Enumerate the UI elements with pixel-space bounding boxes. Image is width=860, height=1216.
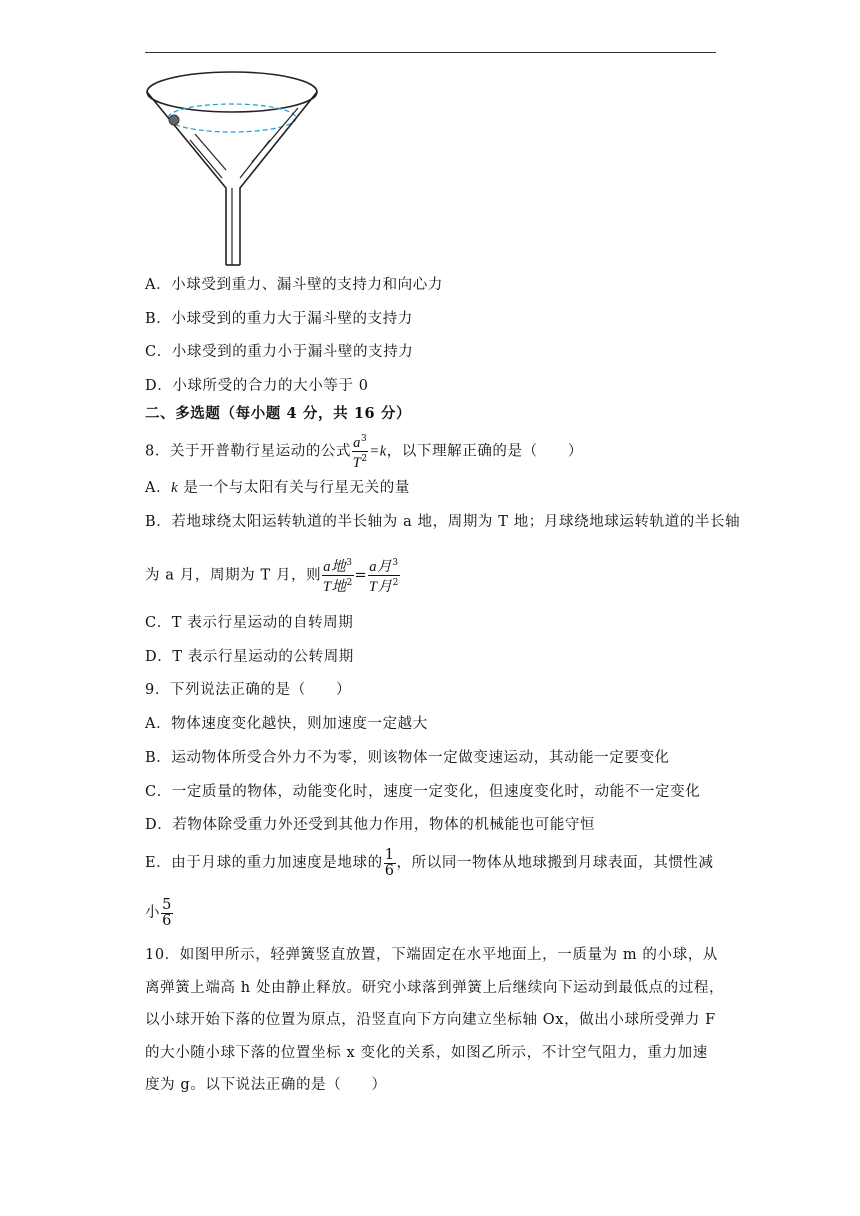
q8-option-b-line2: 为 a 月，周期为 T 月，则 $\frac{a地^3}{T地^2}$ = $\frac{a月^3}{T月^2}$ (145, 558, 399, 595)
q10-line-3: 以小球开始下落的位置为原点，沿竖直向下方向建立坐标轴 Ox，做出小球所受弹力 F (145, 1012, 716, 1028)
q9-option-b: B．运动物体所受合外力不为零，则该物体一定做变速运动，其动能一定要变化 (145, 750, 670, 766)
q9-stem: 9．下列说法正确的是（ ） (145, 682, 352, 698)
section-title: 二、多选题（每小题 4 分，共 16 分） (145, 405, 412, 422)
q8-stem-text: 8．关于开普勒行星运动的公式 (145, 443, 352, 460)
q7-option-b: B．小球受到的重力大于漏斗壁的支持力 (145, 311, 413, 327)
q7-option-d: D．小球所受的合力的大小等于 0 (145, 378, 369, 394)
q7-option-c: C．小球受到的重力小于漏斗壁的支持力 (145, 344, 414, 360)
q8-option-b-line1: B．若地球绕太阳运转轨道的半长轴为 a 地，周期为 T 地；月球绕地球运转轨道的半长轴 (145, 514, 741, 530)
q8-stem (145, 432, 583, 471)
earth-ratio: $\frac{a地^3}{T地^2}$ (322, 558, 353, 595)
header-rule (145, 52, 716, 53)
formula-eq: =k (369, 443, 387, 460)
q10-line-1: 10．如图甲所示，轻弹簧竖直放置，下端固定在水平地面上，一质量为 m 的小球，从 (145, 947, 718, 963)
q7-option-a: A．小球受到重力、漏斗壁的支持力和向心力 (145, 277, 443, 293)
q9-option-c: C．一定质量的物体，动能变化时，速度一定变化，但速度变化时，动能不一定变化 (145, 784, 701, 800)
q10-line-4: 的大小随小球下落的位置坐标 x 变化的关系，如图乙所示，不计空气阻力，重力加速 (145, 1045, 708, 1061)
q9-option-d: D．若物体除受重力外还受到其他力作用，物体的机械能也可能守恒 (145, 817, 596, 833)
five-sixths-fraction: $\frac{5}{6}$ (162, 896, 172, 929)
q10-line-5: 度为 g。以下说法正确的是（ ） (145, 1077, 387, 1093)
moon-ratio: $\frac{a月^3}{T月^2}$ (368, 558, 399, 595)
q9-option-a: A．物体速度变化越快，则加速度一定越大 (145, 716, 428, 732)
q8-option-a: A．k 是一个与太阳有关与行星无关的量 (145, 480, 410, 496)
q10-line-2: 离弹簧上端高 h 处由静止释放。研究小球落到弹簧上后继续向下运动到最低点的过程， (145, 980, 725, 996)
one-sixth-fraction: $\frac{1}{6}$ (384, 846, 395, 879)
kepler-formula: $\frac{a^3}{T^2}$ (352, 434, 368, 471)
q8-stem-tail: ，以下理解正确的是（ ） (386, 443, 584, 460)
funnel-diagram (140, 70, 330, 270)
q9-option-e: E．由于月球的重力加速度是地球的 $\frac{1}{6}$ ，所以同一物体从地球搬到月球表面，其惯性减 (145, 846, 714, 879)
q8-option-c: C．T 表示行星运动的自转周期 (145, 615, 354, 631)
q8-option-d: D．T 表示行星运动的公转周期 (145, 649, 354, 665)
q9-option-e-line2: 小 $\frac{5}{6}$ (145, 896, 172, 929)
